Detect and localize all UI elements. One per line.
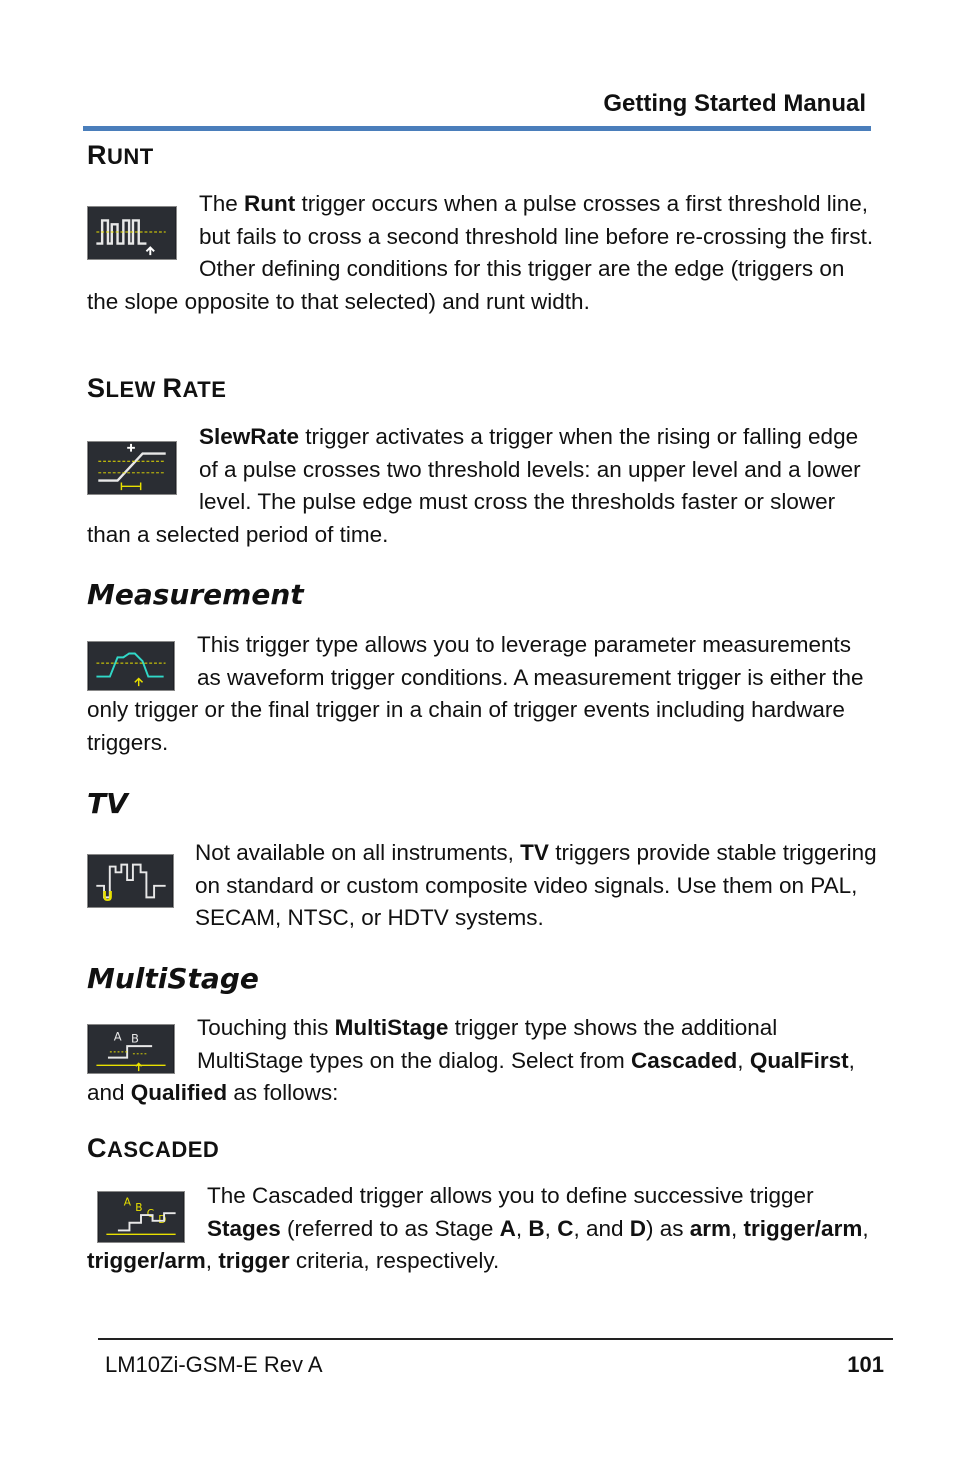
- slew-rate-trigger-icon: [87, 441, 177, 495]
- runt-paragraph: The Runt trigger occurs when a pulse crosses a first threshold line, but fails to cross a second threshold line before re-crossing the first. Other defining conditions for this trigger are the edge (triggers on the slope opposite to that selected) and runt width.: [87, 191, 874, 314]
- running-header: Getting Started Manual: [603, 90, 866, 117]
- svg-text:B: B: [135, 1202, 143, 1215]
- svg-text:A: A: [113, 1029, 122, 1044]
- multistage-trigger-icon: [87, 1024, 175, 1074]
- footer-divider: [98, 1338, 893, 1340]
- svg-text:B: B: [131, 1031, 139, 1046]
- slew-rate-paragraph: SlewRate trigger activates a trigger when the rising or falling edge of a pulse crosses two threshold levels: an upper level and a lower level. The pulse edge must cross the thresholds faster or slower than a selected period of time.: [87, 424, 861, 547]
- svg-text:D: D: [158, 1213, 167, 1226]
- runt-trigger-icon: [87, 206, 177, 260]
- tv-paragraph: U Not available on all instruments, TV triggers provide stable triggering on standard or custom composite video signals. Use them on PAL, SECAM, NTSC, or HDTV systems.: [87, 837, 877, 935]
- measurement-trigger-icon: [87, 641, 175, 691]
- slew-rate-heading: SLEW RATE: [87, 373, 227, 403]
- multistage-heading: MultiStage: [87, 962, 259, 995]
- page-number: 101: [847, 1352, 884, 1377]
- svg-text:U: U: [102, 889, 114, 906]
- cascaded-trigger-icon: [97, 1191, 185, 1243]
- tv-heading: TV: [87, 787, 128, 820]
- cascaded-heading: CASCADED: [87, 1133, 220, 1163]
- tv-trigger-icon: [87, 854, 174, 908]
- runt-heading: RUNT: [87, 140, 154, 170]
- header-divider: [83, 126, 871, 131]
- multistage-paragraph: A B Touching this MultiStage trigger type shows the additional MultiStage types on the dialog. Select from Cascaded, QualFirst, and Qualified as follows:: [87, 1015, 855, 1105]
- measurement-paragraph: This trigger type allows you to leverage parameter measurements as waveform trigger conditions. A measurement trigger is either the only trigger or the final trigger in a chain of trigger events including hardware triggers.: [87, 632, 864, 755]
- svg-text:C: C: [146, 1208, 155, 1220]
- cascaded-paragraph: A B C D The Cascaded trigger allows you to define successive trigger Stages (referred to as Stage A, B, C, and D) as arm, trigger/arm, trigger/arm, trigger criteria, respectively.: [87, 1183, 869, 1273]
- svg-text:A: A: [123, 1196, 131, 1209]
- measurement-heading: Measurement: [87, 578, 304, 611]
- footer-doc-id: LM10Zi-GSM-E Rev A: [105, 1352, 323, 1377]
